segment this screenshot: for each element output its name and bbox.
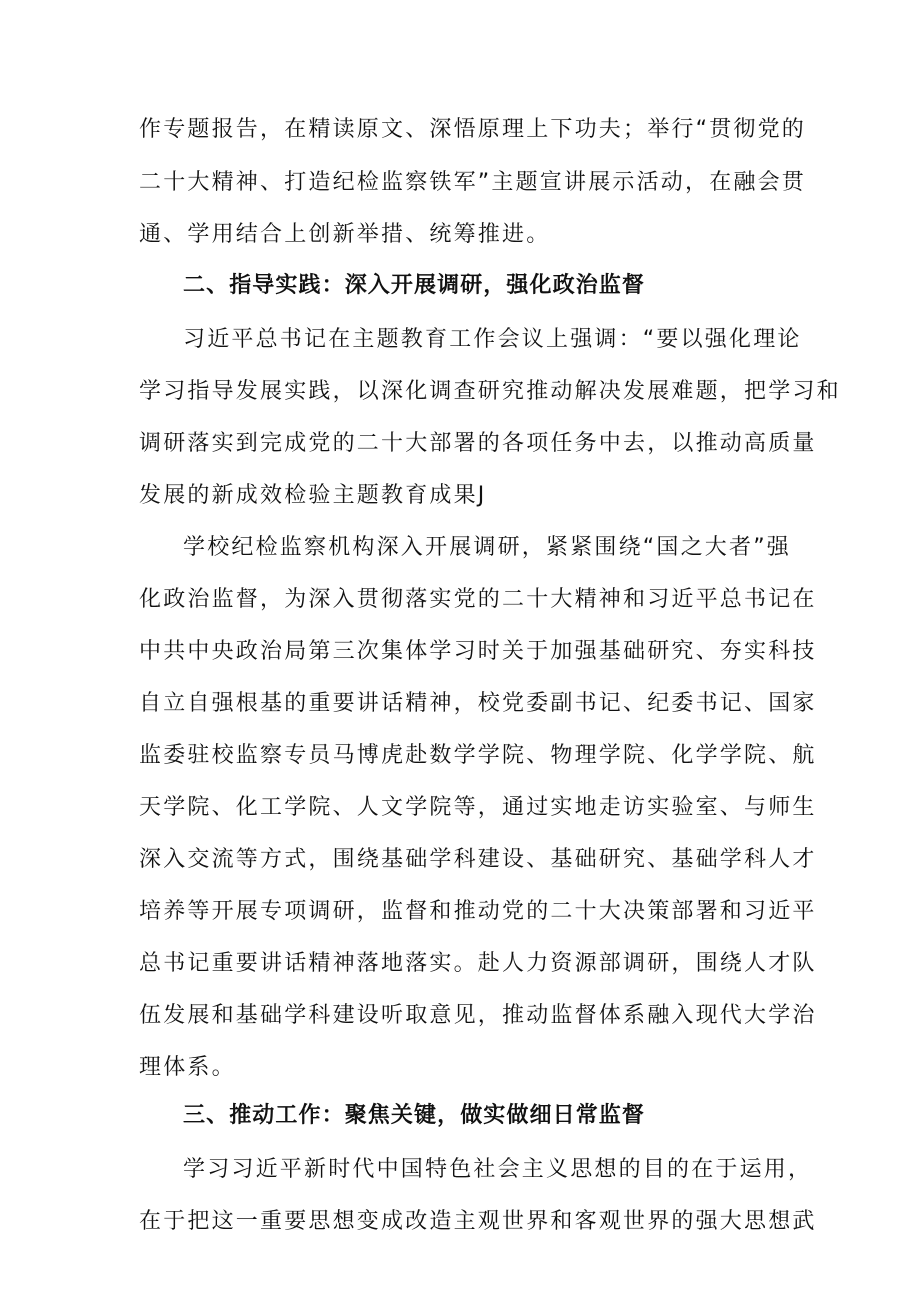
paragraph-line: 作专题报告，在精读原文、深悟原理上下功夫；举行“贯彻党的 <box>139 117 806 142</box>
paragraph-line: 总书记重要讲话精神落地落实。赴人力资源部调研，围绕人才队 <box>139 951 817 976</box>
paragraph-line: 伍发展和基础学科建设听取意见，推动监督体系融入现代大学治 <box>139 1003 817 1028</box>
paragraph-line: 二十大精神、打造纪检监察铁军”主题宣讲展示活动，在融会贯 <box>139 170 806 195</box>
paragraph-line: 调研落实到完成党的二十大部署的各项任务中去，以推动高质量 <box>139 431 817 456</box>
paragraph-line: 培养等开展专项调研，监督和推动党的二十大决策部署和习近平 <box>139 899 817 924</box>
paragraph-line: 在于把这一重要思想变成改造主观世界和客观世界的强大思想武 <box>139 1209 817 1234</box>
paragraph-line: 化政治监督，为深入贯彻落实党的二十大精神和习近平总书记在 <box>139 587 817 612</box>
paragraph-line: 天学院、化工学院、人文学院等，通过实地走访实验室、与师生 <box>139 795 817 820</box>
paragraph-line: 学习习近平新时代中国特色社会主义思想的目的在于运用， <box>183 1157 813 1182</box>
paragraph-line: 自立自强根基的重要讲话精神，校党委副书记、纪委书记、国家 <box>139 691 817 716</box>
paragraph-line: 深入交流等方式，围绕基础学科建设、基础研究、基础学科人才 <box>139 847 817 872</box>
paragraph-line: 理体系。 <box>139 1055 236 1080</box>
paragraph-line: 监委驻校监察专员马博虎赴数学学院、物理学院、化学学院、航 <box>139 743 817 768</box>
paragraph-line: 发展的新成效检验主题教育成果J <box>139 483 487 508</box>
paragraph-line: 学校纪检监察机构深入开展调研，紧紧围绕“国之大者”强 <box>183 535 791 560</box>
section-heading-3: 三、推动工作：聚焦关键，做实做细日常监督 <box>183 1103 646 1128</box>
paragraph-line: 中共中央政治局第三次集体学习时关于加强基础研究、夯实科技 <box>139 639 817 664</box>
section-heading-2: 二、指导实践：深入开展调研，强化政治监督 <box>183 273 646 298</box>
paragraph-line: 学习指导发展实践，以深化调查研究推动解决发展难题，把学习和 <box>139 379 841 404</box>
paragraph-line: 习近平总书记在主题教育工作会议上强调：“要以强化理论 <box>183 327 802 352</box>
paragraph-line: 通、学用结合上创新举措、统筹推进。 <box>139 222 551 247</box>
